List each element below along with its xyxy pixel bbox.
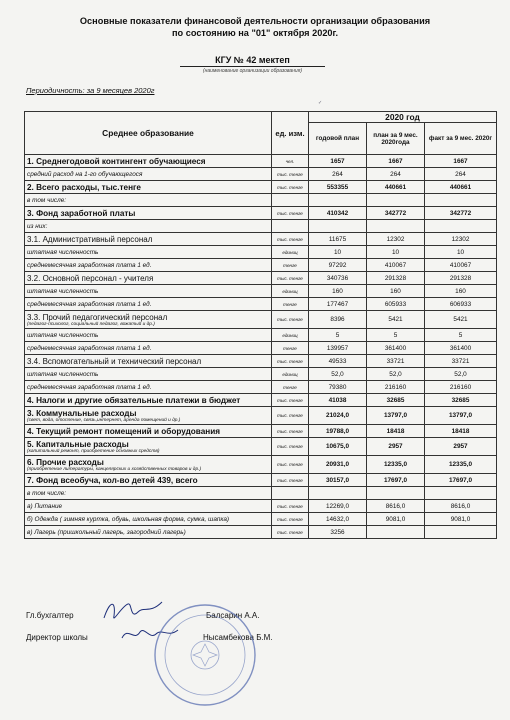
header-name: Среднее образование xyxy=(25,112,272,155)
row-label xyxy=(25,233,272,246)
table-row xyxy=(25,474,497,487)
document-title-line1: Основные показатели финансовой деятельности организации образования xyxy=(79,16,431,26)
row-fact: 13797,0 xyxy=(425,407,497,425)
row-unit xyxy=(272,194,309,207)
table-row xyxy=(25,246,497,259)
row-plan9: 8616,0 xyxy=(367,500,425,513)
row-label xyxy=(25,207,272,220)
row-fact: 1667 xyxy=(425,155,497,168)
row-unit: тыс. тенге xyxy=(272,438,309,456)
row-plan9: 291328 xyxy=(367,272,425,285)
accountant-name: Балсарин А.А. xyxy=(206,611,260,620)
table-row xyxy=(25,298,497,311)
row-plan9: 361400 xyxy=(367,342,425,355)
row-label-text: 3. Фонд заработной платы xyxy=(27,208,136,218)
row-label-text: штатная численность xyxy=(27,331,99,339)
row-label xyxy=(25,487,272,500)
row-fact: 5 xyxy=(425,329,497,342)
row-label-text: штатная численность xyxy=(27,287,99,295)
row-label xyxy=(25,168,272,181)
row-label-text: в том числе: xyxy=(27,196,67,204)
table-row xyxy=(25,513,497,526)
row-unit: единиц xyxy=(272,368,309,381)
row-fact: 12302 xyxy=(425,233,497,246)
row-unit: тенге xyxy=(272,298,309,311)
table-row xyxy=(25,233,497,246)
row-unit: тенге xyxy=(272,259,309,272)
table-row xyxy=(25,500,497,513)
row-label xyxy=(25,155,272,168)
row-label xyxy=(25,381,272,394)
table-row xyxy=(25,311,497,329)
director-title: Директор школы xyxy=(26,633,88,642)
row-fact: 10 xyxy=(425,246,497,259)
row-plan: 177467 xyxy=(309,298,367,311)
row-fact: 8616,0 xyxy=(425,500,497,513)
row-plan: 8396 xyxy=(309,311,367,329)
table-row xyxy=(25,487,497,500)
row-plan9: 10 xyxy=(367,246,425,259)
row-plan9: 1667 xyxy=(367,155,425,168)
row-unit: тыс. тенге xyxy=(272,526,309,539)
row-label-text: 7. Фонд всеобуча, кол-во детей 439, всего xyxy=(27,475,198,485)
row-plan9: 17697,0 xyxy=(367,474,425,487)
row-unit: тыс. тенге xyxy=(272,233,309,246)
row-label xyxy=(25,355,272,368)
row-fact: 410067 xyxy=(425,259,497,272)
row-fact: 17697,0 xyxy=(425,474,497,487)
row-note: (приобретение литературы, канцелярских и хозяйственных товаров и др.) xyxy=(27,466,202,472)
table-row xyxy=(25,407,497,425)
row-fact: 12335,0 xyxy=(425,456,497,474)
row-label xyxy=(25,526,272,539)
row-label xyxy=(25,246,272,259)
row-fact: 52,0 xyxy=(425,368,497,381)
row-label xyxy=(25,181,272,194)
row-unit: тенге xyxy=(272,342,309,355)
row-unit: тыс. тенге xyxy=(272,394,309,407)
row-label-text: 1. Среднегодовой контингент обучающиеся xyxy=(27,156,206,166)
row-plan: 10 xyxy=(309,246,367,259)
row-label xyxy=(25,438,272,456)
row-plan9: 12302 xyxy=(367,233,425,246)
row-label-text: 3.1. Административный персонал xyxy=(27,234,153,244)
table-row xyxy=(25,355,497,368)
row-label xyxy=(25,329,272,342)
row-unit: тыс. тенге xyxy=(272,207,309,220)
row-note: (капитальный ремонт, приобретение основных средств) xyxy=(27,448,160,454)
row-label xyxy=(25,425,272,438)
row-plan: 52,0 xyxy=(309,368,367,381)
row-fact xyxy=(425,220,497,233)
row-label-text: среднемесячная заработная плата 1 ед. xyxy=(27,344,152,352)
row-label-text: штатная численность xyxy=(27,370,99,378)
row-fact: 361400 xyxy=(425,342,497,355)
row-plan: 1657 xyxy=(309,155,367,168)
table-row xyxy=(25,181,497,194)
header-plan9: план за 9 мес. 2020года xyxy=(367,123,425,155)
row-fact: 33721 xyxy=(425,355,497,368)
row-unit: тыс. тенге xyxy=(272,474,309,487)
row-unit: тенге xyxy=(272,381,309,394)
row-label-text: из них: xyxy=(27,222,48,230)
row-plan9: 18418 xyxy=(367,425,425,438)
row-label xyxy=(25,474,272,487)
row-plan9: 410067 xyxy=(367,259,425,272)
organization-note: (наименование организации образования) xyxy=(202,68,303,74)
row-plan9: 9081,0 xyxy=(367,513,425,526)
row-fact xyxy=(425,487,497,500)
row-unit xyxy=(272,220,309,233)
row-plan9: 160 xyxy=(367,285,425,298)
row-label-text: б) Одежда ( зимняя куртка, обувь, школьная форма, сумка, шапка) xyxy=(27,515,230,523)
header-year: 2020 год xyxy=(309,112,497,123)
header-plan: годовой план xyxy=(309,123,367,155)
official-stamp xyxy=(150,600,260,710)
organization-name: КГУ № 42 мектеп xyxy=(180,55,325,67)
table-row xyxy=(25,526,497,539)
table-row xyxy=(25,425,497,438)
row-label xyxy=(25,311,272,329)
row-unit xyxy=(272,487,309,500)
row-label xyxy=(25,194,272,207)
row-plan9: 52,0 xyxy=(367,368,425,381)
row-fact xyxy=(425,194,497,207)
row-plan: 553355 xyxy=(309,181,367,194)
row-unit: тыс. тенге xyxy=(272,407,309,425)
row-label xyxy=(25,259,272,272)
row-plan: 97292 xyxy=(309,259,367,272)
row-fact: 606933 xyxy=(425,298,497,311)
row-fact: 264 xyxy=(425,168,497,181)
row-plan: 79380 xyxy=(309,381,367,394)
table-row xyxy=(25,285,497,298)
row-plan9: 5 xyxy=(367,329,425,342)
row-plan9 xyxy=(367,194,425,207)
row-label-text: 3.2. Основной персонал - учителя xyxy=(27,273,154,283)
row-plan: 20931,0 xyxy=(309,456,367,474)
row-plan xyxy=(309,487,367,500)
row-plan: 10675,0 xyxy=(309,438,367,456)
corner-mark: ✓ xyxy=(318,100,323,106)
row-fact: 160 xyxy=(425,285,497,298)
row-fact: 2957 xyxy=(425,438,497,456)
row-label-text: в) Лагерь (пришкольный лагерь, загородний лагерь) xyxy=(27,528,186,536)
row-label-text: а) Питание xyxy=(27,502,63,510)
row-fact: 32685 xyxy=(425,394,497,407)
row-label xyxy=(25,298,272,311)
row-plan: 340736 xyxy=(309,272,367,285)
table-row xyxy=(25,368,497,381)
row-plan: 14632,0 xyxy=(309,513,367,526)
row-unit: тыс. тенге xyxy=(272,355,309,368)
table-body xyxy=(25,155,497,539)
row-label xyxy=(25,394,272,407)
row-label-text: 5. Капитальные расходы xyxy=(27,439,129,449)
table-row xyxy=(25,438,497,456)
row-label xyxy=(25,368,272,381)
row-plan: 160 xyxy=(309,285,367,298)
row-plan: 30157,0 xyxy=(309,474,367,487)
row-note: (педагог-психолог, социальный педагог, вожатый и др.) xyxy=(27,321,155,327)
period-line: Периодичность: за 9 месяцев 2020г xyxy=(26,86,155,95)
row-label-text: средний расход на 1-го обучающегося xyxy=(27,170,143,178)
row-plan9 xyxy=(367,487,425,500)
row-plan: 12269,0 xyxy=(309,500,367,513)
row-plan9: 32685 xyxy=(367,394,425,407)
table-row xyxy=(25,194,497,207)
row-label-text: 6. Прочие расходы xyxy=(27,457,104,467)
row-label xyxy=(25,513,272,526)
row-plan9: 216160 xyxy=(367,381,425,394)
row-plan9: 13797,0 xyxy=(367,407,425,425)
row-fact: 342772 xyxy=(425,207,497,220)
row-unit: тыс. тенге xyxy=(272,513,309,526)
row-label xyxy=(25,500,272,513)
row-unit: тыс. тенге xyxy=(272,456,309,474)
row-label-text: 2. Всего расходы, тыс.тенге xyxy=(27,182,141,192)
row-fact: 216160 xyxy=(425,381,497,394)
row-plan9: 33721 xyxy=(367,355,425,368)
row-unit: тыс. тенге xyxy=(272,181,309,194)
row-fact: 440661 xyxy=(425,181,497,194)
row-unit: единиц xyxy=(272,329,309,342)
row-plan: 19788,0 xyxy=(309,425,367,438)
document-title-line2: по состоянию на "01" октября 2020г. xyxy=(172,28,338,38)
header-fact9: факт за 9 мес. 2020г xyxy=(425,123,497,155)
row-label-text: в том числе: xyxy=(27,489,67,497)
table-row xyxy=(25,381,497,394)
row-plan: 5 xyxy=(309,329,367,342)
director-name: Нысамбекова Б.М. xyxy=(203,633,273,642)
row-plan9: 5421 xyxy=(367,311,425,329)
table-row xyxy=(25,220,497,233)
row-label-text: среднемесячная заработная плата 1 ед. xyxy=(27,383,152,391)
row-plan9: 605933 xyxy=(367,298,425,311)
row-fact xyxy=(425,526,497,539)
row-fact: 9081,0 xyxy=(425,513,497,526)
row-label-text: 4. Налоги и другие обязательные платежи в бюджет xyxy=(27,395,241,405)
row-plan9 xyxy=(367,526,425,539)
row-plan: 49533 xyxy=(309,355,367,368)
row-label xyxy=(25,456,272,474)
row-plan: 3256 xyxy=(309,526,367,539)
table-row xyxy=(25,168,497,181)
row-label xyxy=(25,220,272,233)
row-plan: 21024,0 xyxy=(309,407,367,425)
row-fact: 5421 xyxy=(425,311,497,329)
row-unit: тыс. тенге xyxy=(272,311,309,329)
row-label xyxy=(25,285,272,298)
row-plan: 410342 xyxy=(309,207,367,220)
table-row xyxy=(25,456,497,474)
row-unit: чел. xyxy=(272,155,309,168)
table-row xyxy=(25,342,497,355)
row-unit: единиц xyxy=(272,246,309,259)
row-plan xyxy=(309,194,367,207)
row-plan: 11675 xyxy=(309,233,367,246)
row-unit: тыс. тенге xyxy=(272,168,309,181)
row-plan xyxy=(309,220,367,233)
row-unit: тыс. тенге xyxy=(272,425,309,438)
table-row xyxy=(25,155,497,168)
table-row xyxy=(25,207,497,220)
row-label-text: 3. Коммунальные расходы xyxy=(27,408,137,418)
row-plan9 xyxy=(367,220,425,233)
row-plan9: 440661 xyxy=(367,181,425,194)
row-plan9: 342772 xyxy=(367,207,425,220)
table-row xyxy=(25,259,497,272)
table-row xyxy=(25,272,497,285)
row-plan9: 2957 xyxy=(367,438,425,456)
row-unit: единиц xyxy=(272,285,309,298)
header-unit: ед. изм. xyxy=(272,112,309,155)
row-label-text: 3.4. Вспомогательный и технический персонал xyxy=(27,356,202,366)
row-plan: 139957 xyxy=(309,342,367,355)
row-label xyxy=(25,407,272,425)
row-fact: 18418 xyxy=(425,425,497,438)
accountant-title: Гл.бухгалтер xyxy=(26,611,74,620)
row-label xyxy=(25,272,272,285)
table-row xyxy=(25,394,497,407)
row-fact: 291328 xyxy=(425,272,497,285)
row-plan: 264 xyxy=(309,168,367,181)
row-label-text: 3.3. Прочий педагогический персонал xyxy=(27,312,168,322)
row-label-text: 4. Текущий ремонт помещений и оборудования xyxy=(27,426,221,436)
row-unit: тыс. тенге xyxy=(272,272,309,285)
row-note: (свет, вода, отопление, связь,интернет, аренда помещений и др.) xyxy=(27,417,181,423)
table-row xyxy=(25,329,497,342)
row-plan: 41038 xyxy=(309,394,367,407)
row-label-text: среднемесячная заработная плата 1 ед. xyxy=(27,300,152,308)
financial-table xyxy=(24,111,497,539)
row-plan9: 12335,0 xyxy=(367,456,425,474)
row-label-text: штатная численность xyxy=(27,248,99,256)
row-label-text: среднемесячная заработная плата 1 ед. xyxy=(27,261,152,269)
row-unit: тыс. тенге xyxy=(272,500,309,513)
row-plan9: 264 xyxy=(367,168,425,181)
row-label xyxy=(25,342,272,355)
